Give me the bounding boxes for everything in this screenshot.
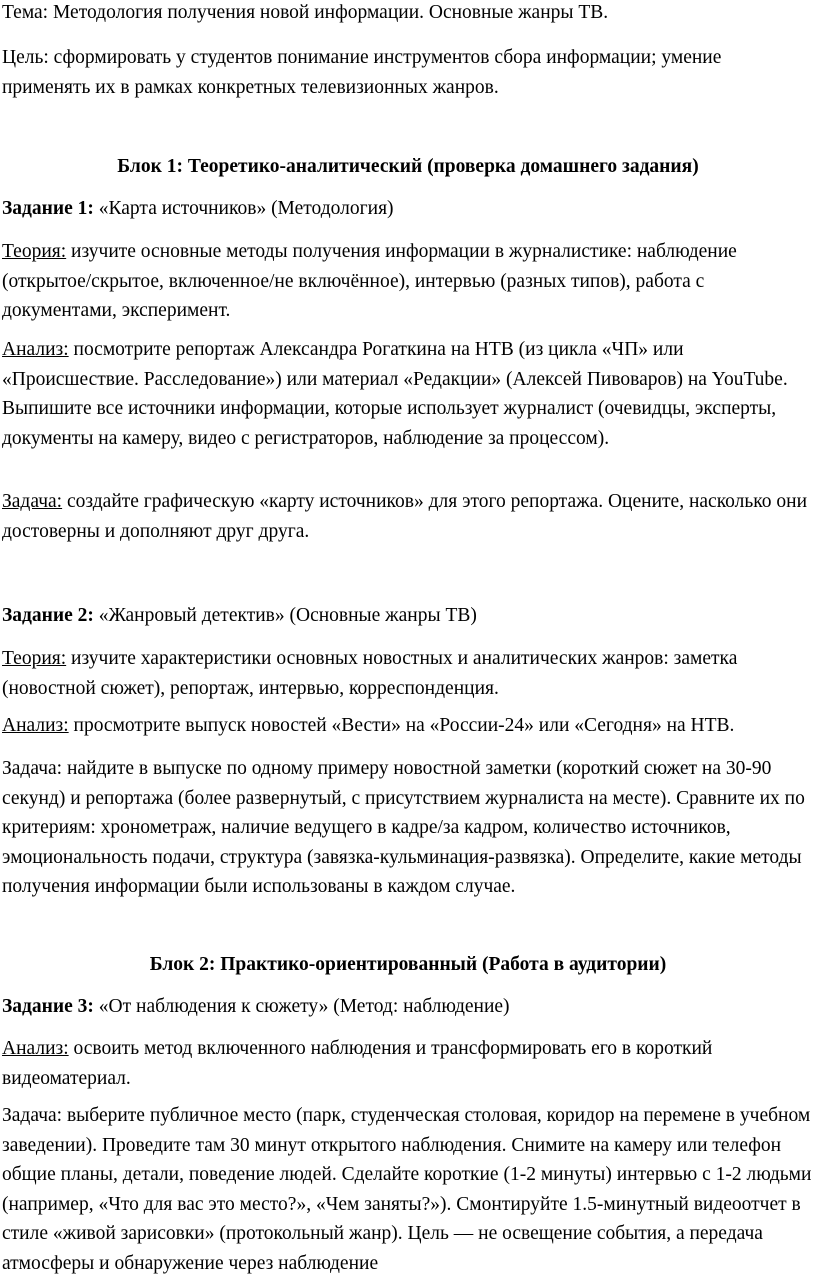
task1-theory-label: Теория: bbox=[2, 241, 67, 262]
task3-analysis-text: освоить метод включенного наблюдения и трансформировать его в короткий видеоматериал. bbox=[2, 1038, 713, 1089]
task1-analysis-text: посмотрите репортаж Александра Рогаткина на НТВ (из цикла «ЧП» или «Происшествие. Расследование») или материал «Редакции» (Алексей Пивоваров) на YouTube. Выпишите все источники информации, которые использует журналист (очевидцы, эксперты, документы на камеру, видео с регистраторов, наблюдение за процессом). bbox=[2, 339, 788, 449]
task1-label: Задание 1: bbox=[2, 198, 94, 219]
task3-title: «От наблюдения к сюжету» (Метод: наблюдение) bbox=[98, 996, 510, 1017]
task2-analysis-label: Анализ: bbox=[2, 715, 69, 736]
task2-analysis-text: просмотрите выпуск новостей «Вести» на «России-24» или «Сегодня» на НТВ. bbox=[73, 715, 735, 736]
task2-title: «Жанровый детектив» (Основные жанры ТВ) bbox=[98, 605, 477, 626]
task2-task: Задача: найдите в выпуске по одному примеру новостной заметки (короткий сюжет на 30-90 секунд) и репортажа (более развернутый, с присутствием журналиста на месте). Сравните их по критериям: хронометраж, наличие ведущего в кадре/за кадром, количество источников, эмоциональность подачи, структура (завязка-кульминация-развязка). Определите, какие методы получения информации были использованы в каждом случае. bbox=[2, 758, 805, 897]
task3-analysis bbox=[2, 1034, 814, 1093]
task1-title: «Карта источников» (Методология) bbox=[98, 198, 394, 219]
task1-task bbox=[2, 487, 814, 546]
block1-title: Блок 1: Теоретико-аналитический (проверка домашнего задания) bbox=[117, 156, 699, 177]
task2-theory bbox=[2, 644, 814, 703]
task1-analysis-label: Анализ: bbox=[2, 339, 69, 360]
task1-theory-text: изучите основные методы получения информации в журналистике: наблюдение (открытое/скрытое, включенное/не включённое), интервью (разных типов), работа с документами, эксперимент. bbox=[2, 241, 737, 321]
task1-task-text: создайте графическую «карту источников» для этого репортажа. Оцените, насколько они достоверны и дополняют друг друга. bbox=[2, 491, 808, 542]
task3-analysis-label: Анализ: bbox=[2, 1038, 69, 1059]
block2-title: Блок 2: Практико-ориентированный (Работа в аудитории) bbox=[149, 954, 667, 975]
task2-analysis bbox=[2, 711, 814, 741]
topic-line: Тема: Методология получения новой информации. Основные жанры ТВ. bbox=[2, 2, 609, 23]
task2-heading bbox=[2, 601, 477, 631]
task1-theory bbox=[2, 237, 814, 326]
task1-heading bbox=[2, 194, 394, 224]
task3-label: Задание 3: bbox=[2, 996, 94, 1017]
task3-heading bbox=[2, 992, 510, 1022]
task2-label: Задание 2: bbox=[2, 605, 94, 626]
task1-task-label: Задача: bbox=[2, 491, 63, 512]
task2-theory-text: изучите характеристики основных новостных и аналитических жанров: заметка (новостной сюжет), репортаж, интервью, корреспонденция. bbox=[2, 648, 738, 699]
goal-paragraph: Цель: сформировать у студентов понимание инструментов сбора информации; умение применять их в рамках конкретных телевизионных жанров. bbox=[2, 47, 722, 98]
task2-theory-label: Теория: bbox=[2, 648, 67, 669]
task3-task: Задача: выберите публичное место (парк, студенческая столовая, коридор на перемене в учебном заведении). Проведите там 30 минут открытого наблюдения. Снимите на камеру или телефон общие планы, детали, поведение людей. Сделайте короткие (1-2 минуты) интервью с 1-2 людьми (например, «Что для вас это место?», «Чем заняты?»). Смонтируйте 1.5-минутный видеоотчет в стиле «живой зарисовки» (протокольный жанр). Цель — не освещение события, а передача атмосферы и обнаружение через наблюдение bbox=[2, 1105, 812, 1274]
task1-analysis bbox=[2, 335, 814, 453]
